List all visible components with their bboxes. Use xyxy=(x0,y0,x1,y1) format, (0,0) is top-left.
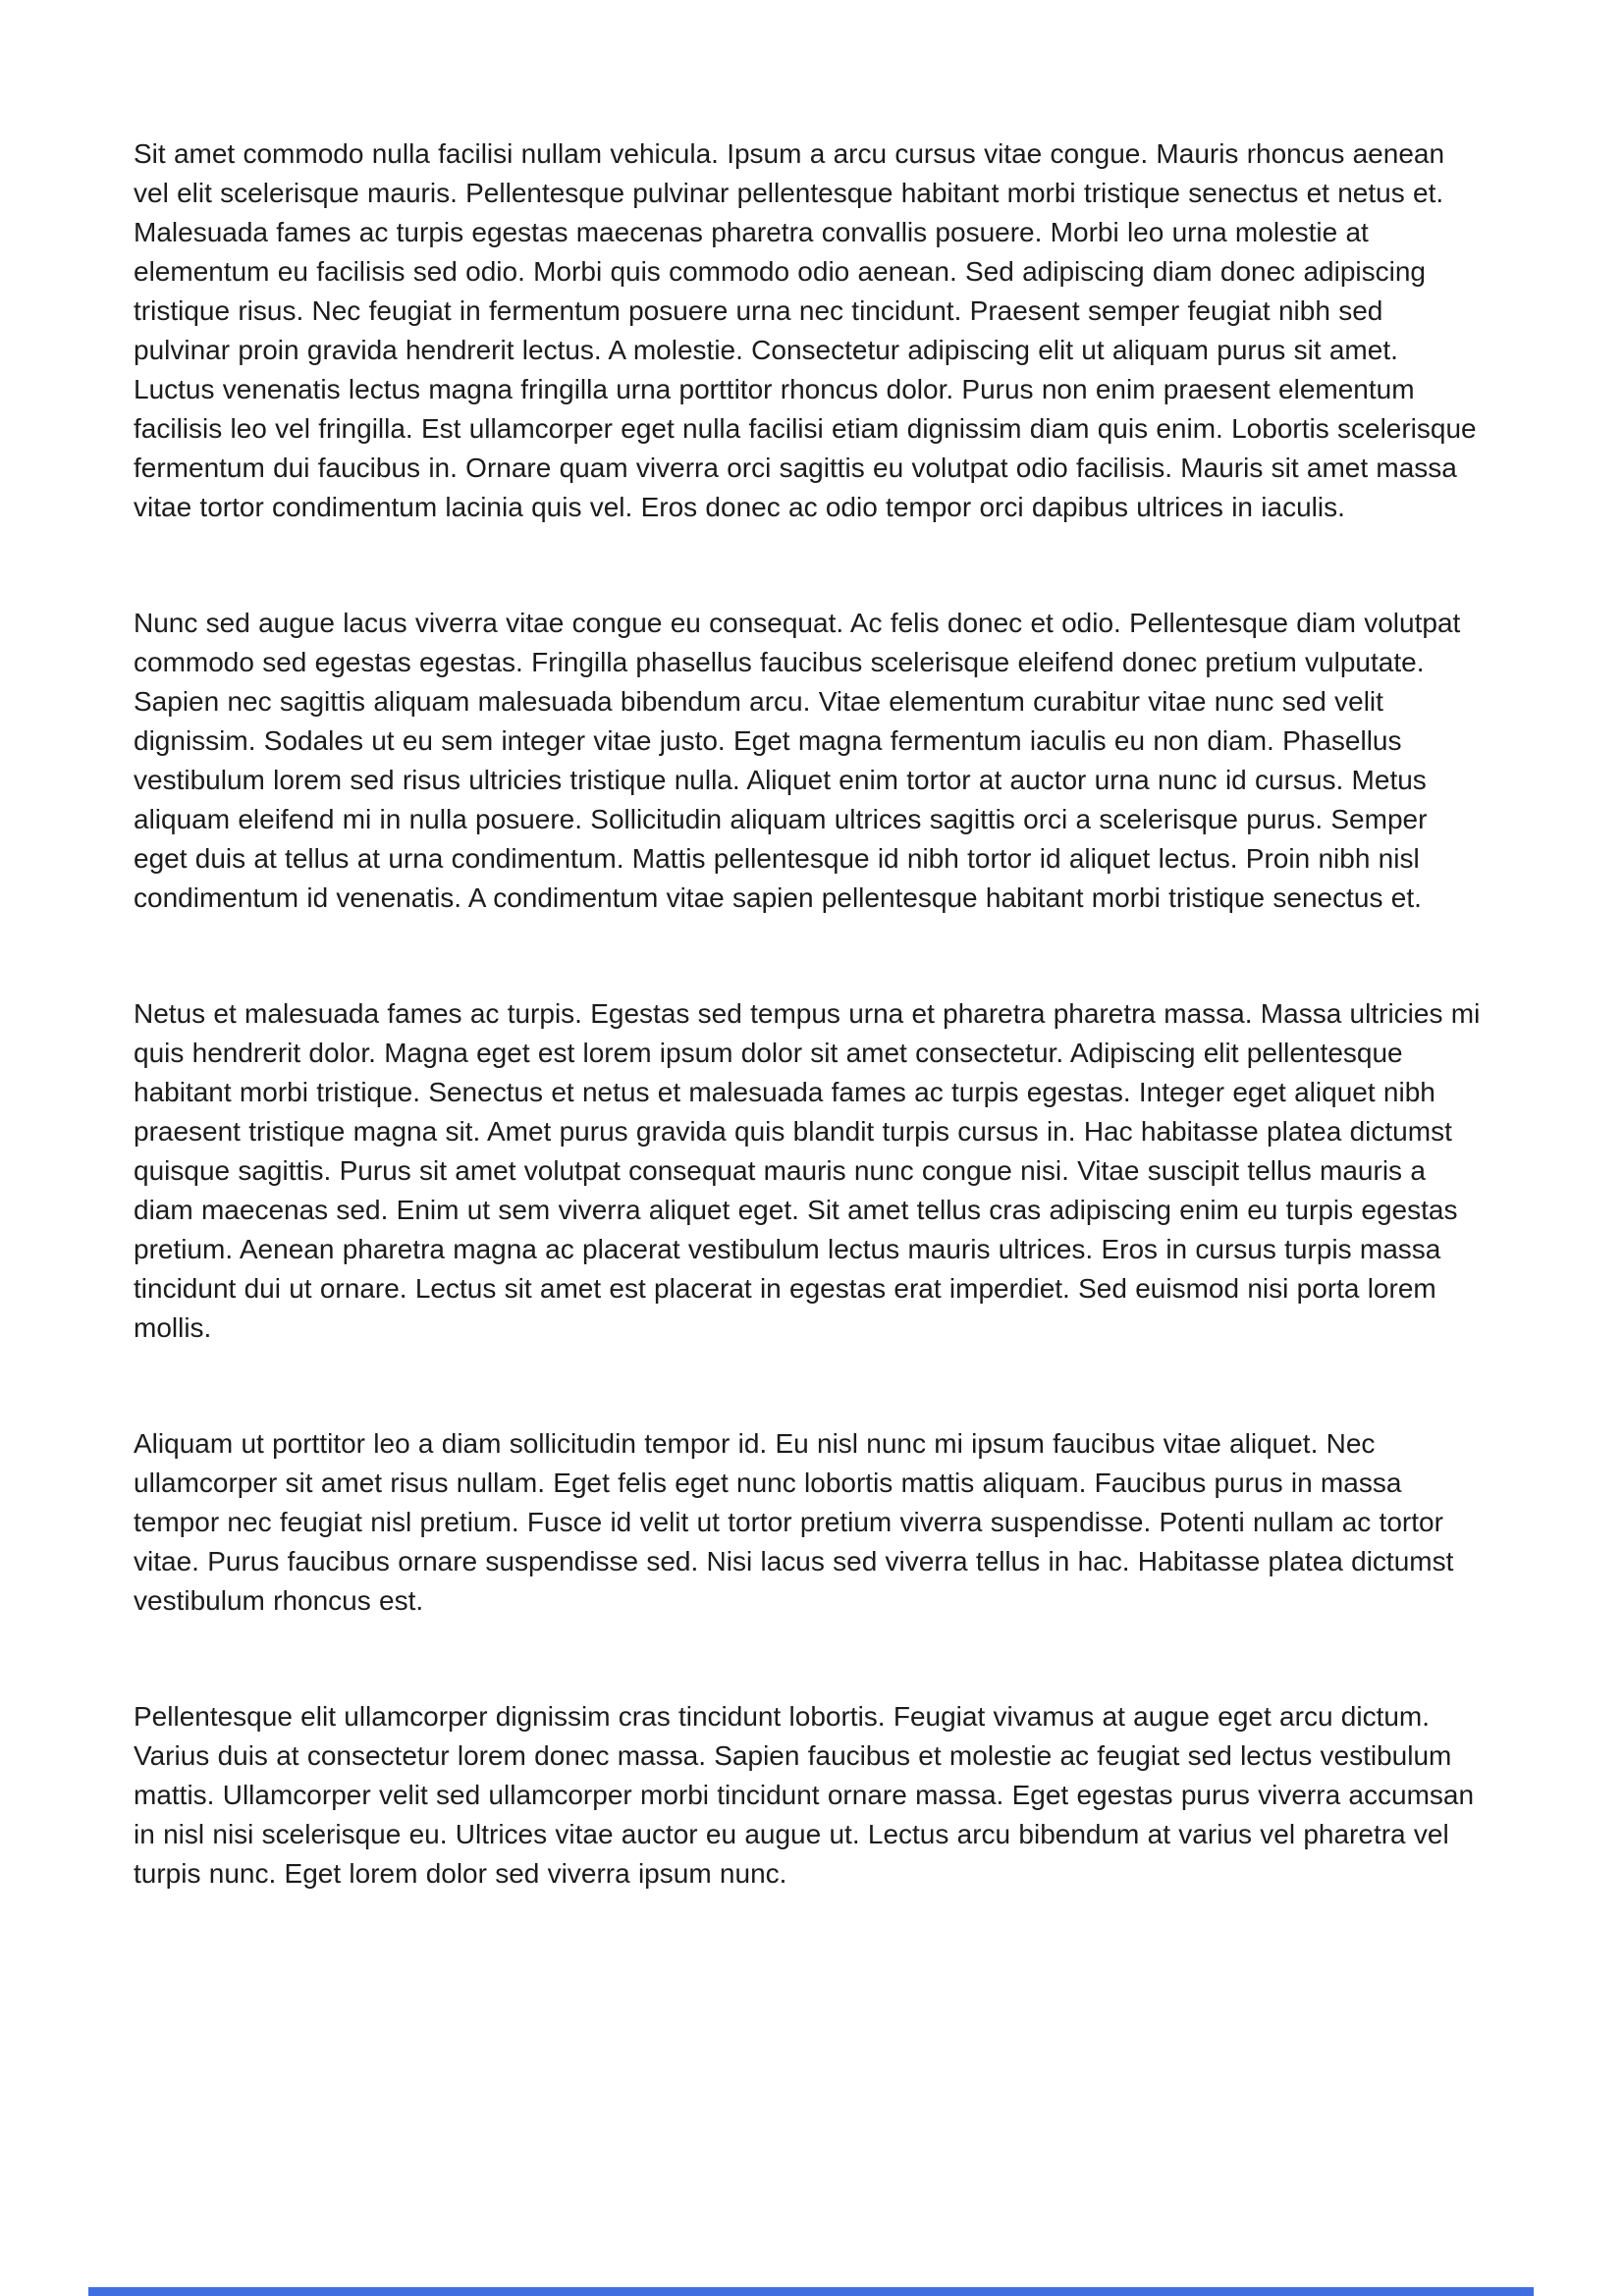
paragraph-4: Aliquam ut porttitor leo a diam sollicitudin tempor id. Eu nisl nunc mi ipsum faucibus vitae aliquet. Nec ullamcorper sit amet risus nullam. Eget felis eget nunc lobortis mattis aliquam. Faucibus purus in massa tempor nec feugiat nisl pretium. Fusce id velit ut tortor pretium viverra suspendisse. Potenti nullam ac tortor vitae. Purus faucibus ornare suspendisse sed. Nisi lacus sed viverra tellus in hac. Habitasse platea dictumst vestibulum rhoncus est. xyxy=(134,1428,1454,1616)
paragraph-5: Pellentesque elit ullamcorper dignissim cras tincidunt lobortis. Feugiat vivamus at augue eget arcu dictum. Varius duis at consectetur lorem donec massa. Sapien faucibus et molestie ac feugiat sed lectus vestibulum mattis. Ullamcorper velit sed ullamcorper morbi tincidunt ornare massa. Eget egestas purus viverra accumsan in nisl nisi scelerisque eu. Ultrices vitae auctor eu augue ut. Lectus arcu bibendum at varius vel pharetra vel turpis nunc. Eget lorem dolor sed viverra ipsum nunc. xyxy=(134,1701,1475,1889)
paragraph-2: Nunc sed augue lacus viverra vitae congue eu consequat. Ac felis donec et odio. Pellentesque diam volutpat commodo sed egestas egestas. Fringilla phasellus faucibus scelerisque eleifend donec pretium vulputate. Sapien nec sagittis aliquam malesuada bibendum arcu. Vitae elementum curabitur vitae nunc sed velit dignissim. Sodales ut eu sem integer vitae justo. Eget magna fermentum iaculis eu non diam. Phasellus vestibulum lorem sed risus ultricies tristique nulla. Aliquet enim tortor at auctor urna nunc id cursus. Metus aliquam eleifend mi in nulla posuere. Sollicitudin aliquam ultrices sagittis orci a scelerisque purus. Semper eget duis at tellus at urna condimentum. Mattis pellentesque id nibh tortor id aliquet lectus. Proin nibh nisl condimentum id venenatis. A condimentum vitae sapien pellentesque habitant morbi tristique senectus et. xyxy=(134,608,1461,913)
paragraph-3: Netus et malesuada fames ac turpis. Egestas sed tempus urna et pharetra pharetra massa. Massa ultricies mi quis hendrerit dolor. Magna eget est lorem ipsum dolor sit amet consectetur. Adipiscing elit pellentesque habitant morbi tristique. Senectus et netus et malesuada fames ac turpis egestas. Integer eget aliquet nibh praesent tristique magna sit. Amet purus gravida quis blandit turpis cursus in. Hac habitasse platea dictumst quisque sagittis. Purus sit amet volutpat consequat mauris nunc congue nisi. Vitae suscipit tellus mauris a diam maecenas sed. Enim ut sem viverra aliquet eget. Sit amet tellus cras adipiscing enim eu turpis egestas pretium. Aenean pharetra magna ac placerat vestibulum lectus mauris ultrices. Eros in cursus turpis massa tincidunt dui ut ornare. Lectus sit amet est placerat in egestas erat imperdiet. Sed euismod nisi porta lorem mollis. xyxy=(134,998,1481,1343)
bottom-blue-bar xyxy=(88,2287,1534,2296)
paragraph-1: Sit amet commodo nulla facilisi nullam vehicula. Ipsum a arcu cursus vitae congue. Mauris rhoncus aenean vel elit scelerisque mauris. Pellentesque pulvinar pellentesque habitant morbi tristique senectus et netus et. Malesuada fames ac turpis egestas maecenas pharetra convallis posuere. Morbi leo urna molestie at elementum eu facilisis sed odio. Morbi quis commodo odio aenean. Sed adipiscing diam donec adipiscing tristique risus. Nec feugiat in fermentum posuere urna nec tincidunt. Praesent semper feugiat nibh sed pulvinar proin gravida hendrerit lectus. A molestie. Consectetur adipiscing elit ut aliquam purus sit amet. Luctus venenatis lectus magna fringilla urna porttitor rhoncus dolor. Purus non enim praesent elementum facilisis leo vel fringilla. Est ullamcorper eget nulla facilisi etiam dignissim diam quis enim. Lobortis scelerisque fermentum dui faucibus in. Ornare quam viverra orci sagittis eu volutpat odio facilisis. Mauris sit amet massa vitae tortor condimentum lacinia quis vel. Eros donec ac odio tempor orci dapibus ultrices in iaculis. xyxy=(134,138,1477,522)
